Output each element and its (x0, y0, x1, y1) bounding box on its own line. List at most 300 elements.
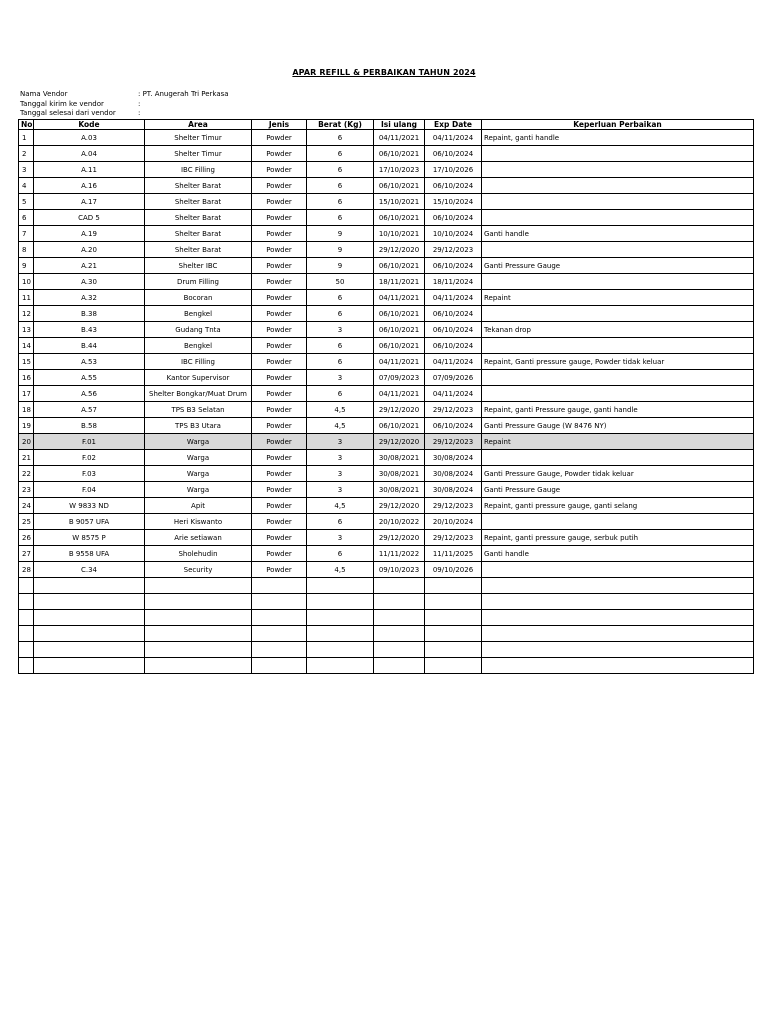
cell-jenis (252, 626, 307, 642)
cell-keperluan (482, 242, 754, 258)
cell-isi-ulang: 06/10/2021 (374, 258, 425, 274)
cell-area: Shelter Barat (145, 178, 252, 194)
sent-date-line (20, 100, 140, 109)
cell-no: 4 (19, 178, 34, 194)
cell-exp-date: 20/10/2024 (425, 514, 482, 530)
cell-exp-date: 10/10/2024 (425, 226, 482, 242)
sent-date-value: : (138, 100, 141, 108)
cell-no: 23 (19, 482, 34, 498)
cell-exp-date: 06/10/2024 (425, 210, 482, 226)
cell-area: Bengkel (145, 306, 252, 322)
cell-kode: A.03 (34, 130, 145, 146)
vendor-line (20, 90, 229, 99)
cell-no: 15 (19, 354, 34, 370)
cell-berat: 4,5 (307, 562, 374, 578)
cell-keperluan (482, 386, 754, 402)
cell-keperluan: Repaint, ganti pressure gauge, ganti selang (482, 498, 754, 514)
cell-exp-date: 04/11/2024 (425, 386, 482, 402)
cell-no (19, 594, 34, 610)
cell-jenis: Powder (252, 514, 307, 530)
cell-jenis: Powder (252, 146, 307, 162)
cell-no (19, 626, 34, 642)
cell-exp-date: 15/10/2024 (425, 194, 482, 210)
cell-no: 8 (19, 242, 34, 258)
cell-berat: 9 (307, 242, 374, 258)
cell-kode: A.30 (34, 274, 145, 290)
cell-area: Bengkel (145, 338, 252, 354)
cell-no: 26 (19, 530, 34, 546)
cell-isi-ulang: 06/10/2021 (374, 146, 425, 162)
cell-isi-ulang: 04/11/2021 (374, 386, 425, 402)
cell-no (19, 658, 34, 674)
cell-exp-date: 04/11/2024 (425, 130, 482, 146)
cell-isi-ulang: 07/09/2023 (374, 370, 425, 386)
cell-no: 27 (19, 546, 34, 562)
done-date-label: Tanggal selesai dari vendor (20, 109, 116, 117)
cell-exp-date: 04/11/2024 (425, 290, 482, 306)
cell-berat: 6 (307, 290, 374, 306)
cell-berat: 6 (307, 194, 374, 210)
cell-keperluan: Ganti Pressure Gauge (482, 482, 754, 498)
cell-area: Shelter Barat (145, 226, 252, 242)
cell-exp-date: 06/10/2024 (425, 306, 482, 322)
cell-isi-ulang: 11/11/2022 (374, 546, 425, 562)
header-kode: Kode (34, 120, 145, 130)
cell-isi-ulang: 06/10/2021 (374, 418, 425, 434)
cell-keperluan (482, 626, 754, 642)
cell-isi-ulang: 29/12/2020 (374, 530, 425, 546)
header-isi-ulang: Isi ulang (374, 120, 425, 130)
cell-isi-ulang: 06/10/2021 (374, 322, 425, 338)
cell-isi-ulang: 18/11/2021 (374, 274, 425, 290)
table-row (19, 610, 754, 626)
cell-kode: B.38 (34, 306, 145, 322)
cell-kode: A.20 (34, 242, 145, 258)
cell-keperluan (482, 194, 754, 210)
table-row (19, 386, 754, 402)
cell-keperluan: Ganti handle (482, 226, 754, 242)
sent-date-label: Tanggal kirim ke vendor (20, 100, 104, 108)
cell-exp-date: 29/12/2023 (425, 434, 482, 450)
cell-berat: 3 (307, 370, 374, 386)
cell-exp-date: 06/10/2024 (425, 178, 482, 194)
cell-area (145, 594, 252, 610)
cell-berat: 3 (307, 322, 374, 338)
cell-area (145, 578, 252, 594)
cell-jenis (252, 642, 307, 658)
cell-isi-ulang: 29/12/2020 (374, 434, 425, 450)
cell-no: 7 (19, 226, 34, 242)
cell-isi-ulang: 20/10/2022 (374, 514, 425, 530)
cell-no: 11 (19, 290, 34, 306)
cell-jenis: Powder (252, 130, 307, 146)
cell-exp-date: 06/10/2024 (425, 146, 482, 162)
cell-berat: 6 (307, 546, 374, 562)
cell-area: Gudang Tnta (145, 322, 252, 338)
cell-isi-ulang (374, 594, 425, 610)
cell-kode: A.04 (34, 146, 145, 162)
cell-exp-date: 29/12/2023 (425, 402, 482, 418)
cell-area (145, 658, 252, 674)
header-jenis: Jenis (252, 120, 307, 130)
cell-berat: 9 (307, 258, 374, 274)
table-row (19, 546, 754, 562)
cell-no: 18 (19, 402, 34, 418)
cell-berat: 3 (307, 530, 374, 546)
cell-jenis: Powder (252, 274, 307, 290)
cell-exp-date: 04/11/2024 (425, 354, 482, 370)
cell-area (145, 642, 252, 658)
cell-keperluan (482, 178, 754, 194)
cell-isi-ulang: 30/08/2021 (374, 450, 425, 466)
cell-area: Drum Filling (145, 274, 252, 290)
cell-berat (307, 626, 374, 642)
cell-no: 1 (19, 130, 34, 146)
cell-jenis: Powder (252, 434, 307, 450)
cell-jenis: Powder (252, 466, 307, 482)
cell-kode (34, 610, 145, 626)
cell-no (19, 610, 34, 626)
cell-jenis: Powder (252, 354, 307, 370)
cell-kode: A.55 (34, 370, 145, 386)
cell-area: Warga (145, 434, 252, 450)
cell-kode: A.57 (34, 402, 145, 418)
cell-jenis: Powder (252, 402, 307, 418)
cell-berat: 6 (307, 130, 374, 146)
cell-jenis: Powder (252, 386, 307, 402)
cell-keperluan: Repaint (482, 290, 754, 306)
cell-jenis: Powder (252, 482, 307, 498)
cell-area: TPS B3 Utara (145, 418, 252, 434)
cell-keperluan (482, 338, 754, 354)
table-row (19, 210, 754, 226)
cell-jenis: Powder (252, 226, 307, 242)
cell-isi-ulang (374, 642, 425, 658)
cell-jenis: Powder (252, 530, 307, 546)
cell-area: Warga (145, 450, 252, 466)
cell-isi-ulang: 06/10/2021 (374, 306, 425, 322)
cell-area: Apit (145, 498, 252, 514)
cell-area: Heri Kiswanto (145, 514, 252, 530)
document-title: APAR REFILL & PERBAIKAN TAHUN 2024 (292, 68, 476, 77)
cell-area: Shelter Barat (145, 210, 252, 226)
cell-isi-ulang: 30/08/2021 (374, 482, 425, 498)
cell-area: Shelter Barat (145, 194, 252, 210)
cell-keperluan (482, 642, 754, 658)
header-exp-date: Exp Date (425, 120, 482, 130)
cell-keperluan: Repaint, ganti handle (482, 130, 754, 146)
cell-exp-date: 06/10/2024 (425, 338, 482, 354)
cell-exp-date: 30/08/2024 (425, 482, 482, 498)
cell-keperluan (482, 594, 754, 610)
table-row (19, 354, 754, 370)
cell-keperluan: Repaint (482, 434, 754, 450)
cell-area: Kantor Supervisor (145, 370, 252, 386)
cell-isi-ulang: 06/10/2021 (374, 338, 425, 354)
cell-no: 12 (19, 306, 34, 322)
table-row (19, 370, 754, 386)
cell-kode (34, 626, 145, 642)
table-row (19, 258, 754, 274)
cell-kode: B 9057 UFA (34, 514, 145, 530)
cell-no: 20 (19, 434, 34, 450)
table-row (19, 290, 754, 306)
cell-berat: 3 (307, 434, 374, 450)
cell-exp-date (425, 658, 482, 674)
cell-isi-ulang: 04/11/2021 (374, 130, 425, 146)
cell-isi-ulang: 04/11/2021 (374, 354, 425, 370)
cell-jenis: Powder (252, 338, 307, 354)
cell-berat: 4,5 (307, 498, 374, 514)
header-keperluan: Keperluan Perbaikan (482, 120, 754, 130)
cell-area: Shelter IBC (145, 258, 252, 274)
cell-keperluan: Ganti Pressure Gauge (482, 258, 754, 274)
cell-area (145, 610, 252, 626)
cell-jenis: Powder (252, 562, 307, 578)
cell-kode: B.58 (34, 418, 145, 434)
cell-jenis (252, 610, 307, 626)
header-berat: Berat (Kg) (307, 120, 374, 130)
cell-no: 28 (19, 562, 34, 578)
cell-isi-ulang (374, 626, 425, 642)
cell-exp-date: 30/08/2024 (425, 466, 482, 482)
cell-jenis: Powder (252, 178, 307, 194)
cell-jenis: Powder (252, 546, 307, 562)
table-row (19, 130, 754, 146)
cell-exp-date: 17/10/2026 (425, 162, 482, 178)
cell-isi-ulang: 10/10/2021 (374, 226, 425, 242)
table-row (19, 530, 754, 546)
cell-kode: B.43 (34, 322, 145, 338)
cell-berat: 6 (307, 386, 374, 402)
table-row (19, 498, 754, 514)
cell-exp-date: 29/12/2023 (425, 530, 482, 546)
cell-exp-date: 07/09/2026 (425, 370, 482, 386)
table-row (19, 562, 754, 578)
cell-kode: F.02 (34, 450, 145, 466)
vendor-value: : PT. Anugerah Tri Perkasa (138, 90, 229, 98)
cell-area: Shelter Timur (145, 130, 252, 146)
cell-no: 19 (19, 418, 34, 434)
cell-area: TPS B3 Selatan (145, 402, 252, 418)
cell-exp-date (425, 594, 482, 610)
cell-area: Shelter Bongkar/Muat Drum (145, 386, 252, 402)
table-body (19, 130, 754, 674)
cell-jenis: Powder (252, 258, 307, 274)
cell-area: Bocoran (145, 290, 252, 306)
cell-kode: A.11 (34, 162, 145, 178)
cell-jenis: Powder (252, 162, 307, 178)
cell-kode: F.03 (34, 466, 145, 482)
cell-keperluan (482, 578, 754, 594)
cell-keperluan: Repaint, ganti Pressure gauge, ganti handle (482, 402, 754, 418)
cell-berat: 6 (307, 162, 374, 178)
table-row (19, 322, 754, 338)
cell-jenis: Powder (252, 290, 307, 306)
cell-keperluan (482, 210, 754, 226)
table-row (19, 482, 754, 498)
cell-isi-ulang (374, 578, 425, 594)
cell-no: 3 (19, 162, 34, 178)
apar-table (18, 119, 754, 674)
cell-no: 5 (19, 194, 34, 210)
cell-berat: 6 (307, 210, 374, 226)
cell-area: Sholehudin (145, 546, 252, 562)
cell-keperluan: Ganti Pressure Gauge, Powder tidak keluar (482, 466, 754, 482)
table-row (19, 450, 754, 466)
cell-jenis: Powder (252, 306, 307, 322)
cell-jenis: Powder (252, 322, 307, 338)
cell-berat (307, 658, 374, 674)
cell-berat: 4,5 (307, 418, 374, 434)
cell-jenis: Powder (252, 210, 307, 226)
cell-exp-date (425, 626, 482, 642)
table-row (19, 194, 754, 210)
table-header-row (19, 120, 754, 130)
cell-exp-date: 29/12/2023 (425, 498, 482, 514)
cell-kode: C.34 (34, 562, 145, 578)
cell-exp-date: 18/11/2024 (425, 274, 482, 290)
cell-kode (34, 578, 145, 594)
table-row (19, 594, 754, 610)
cell-keperluan (482, 370, 754, 386)
cell-no (19, 578, 34, 594)
cell-keperluan (482, 450, 754, 466)
cell-isi-ulang: 30/08/2021 (374, 466, 425, 482)
table-row (19, 162, 754, 178)
table-row (19, 434, 754, 450)
cell-kode: B.44 (34, 338, 145, 354)
cell-berat: 6 (307, 354, 374, 370)
cell-kode (34, 658, 145, 674)
done-date-line (20, 109, 140, 118)
cell-berat: 6 (307, 178, 374, 194)
cell-no: 17 (19, 386, 34, 402)
cell-exp-date: 09/10/2026 (425, 562, 482, 578)
cell-area: Shelter Timur (145, 146, 252, 162)
cell-area (145, 626, 252, 642)
cell-no: 10 (19, 274, 34, 290)
cell-exp-date: 11/11/2025 (425, 546, 482, 562)
cell-berat: 6 (307, 146, 374, 162)
cell-berat: 3 (307, 466, 374, 482)
cell-berat: 6 (307, 306, 374, 322)
cell-keperluan: Tekanan drop (482, 322, 754, 338)
cell-no: 9 (19, 258, 34, 274)
cell-jenis: Powder (252, 418, 307, 434)
cell-exp-date: 29/12/2023 (425, 242, 482, 258)
cell-jenis: Powder (252, 370, 307, 386)
cell-kode: F.01 (34, 434, 145, 450)
cell-no: 24 (19, 498, 34, 514)
done-date-value: : (138, 109, 141, 117)
cell-isi-ulang: 17/10/2023 (374, 162, 425, 178)
cell-exp-date: 30/08/2024 (425, 450, 482, 466)
cell-isi-ulang: 06/10/2021 (374, 178, 425, 194)
table-row (19, 658, 754, 674)
cell-berat: 9 (307, 226, 374, 242)
cell-exp-date (425, 642, 482, 658)
table-row (19, 178, 754, 194)
cell-kode (34, 594, 145, 610)
cell-keperluan (482, 514, 754, 530)
cell-area: Shelter Barat (145, 242, 252, 258)
cell-kode: A.17 (34, 194, 145, 210)
cell-isi-ulang: 29/12/2020 (374, 402, 425, 418)
cell-kode: A.21 (34, 258, 145, 274)
cell-isi-ulang (374, 610, 425, 626)
cell-berat (307, 594, 374, 610)
cell-no: 25 (19, 514, 34, 530)
table-row (19, 578, 754, 594)
cell-no: 21 (19, 450, 34, 466)
cell-keperluan: Repaint, Ganti pressure gauge, Powder tidak keluar (482, 354, 754, 370)
table-row (19, 226, 754, 242)
cell-berat (307, 610, 374, 626)
cell-area: Arie setiawan (145, 530, 252, 546)
cell-keperluan (482, 306, 754, 322)
table-row (19, 146, 754, 162)
cell-isi-ulang: 06/10/2021 (374, 210, 425, 226)
cell-area: Warga (145, 466, 252, 482)
cell-no: 22 (19, 466, 34, 482)
cell-berat: 6 (307, 514, 374, 530)
cell-no: 16 (19, 370, 34, 386)
cell-isi-ulang (374, 658, 425, 674)
cell-exp-date (425, 578, 482, 594)
cell-keperluan (482, 274, 754, 290)
cell-area: Security (145, 562, 252, 578)
cell-keperluan (482, 610, 754, 626)
table-row (19, 626, 754, 642)
cell-kode: B 9558 UFA (34, 546, 145, 562)
table-row (19, 338, 754, 354)
cell-exp-date: 06/10/2024 (425, 418, 482, 434)
cell-berat (307, 578, 374, 594)
cell-kode: A.16 (34, 178, 145, 194)
cell-kode: W 9833 ND (34, 498, 145, 514)
cell-berat (307, 642, 374, 658)
cell-jenis (252, 658, 307, 674)
cell-area: Warga (145, 482, 252, 498)
table-row (19, 418, 754, 434)
vendor-label: Nama Vendor (20, 90, 68, 98)
cell-isi-ulang: 29/12/2020 (374, 498, 425, 514)
cell-area: IBC Filling (145, 354, 252, 370)
header-area: Area (145, 120, 252, 130)
cell-kode: CAD 5 (34, 210, 145, 226)
cell-berat: 4,5 (307, 402, 374, 418)
table-row (19, 642, 754, 658)
cell-keperluan: Ganti handle (482, 546, 754, 562)
table-row (19, 514, 754, 530)
cell-jenis: Powder (252, 498, 307, 514)
cell-jenis (252, 594, 307, 610)
cell-isi-ulang: 09/10/2023 (374, 562, 425, 578)
cell-no: 2 (19, 146, 34, 162)
cell-no: 6 (19, 210, 34, 226)
cell-keperluan: Ganti Pressure Gauge (W 8476 NY) (482, 418, 754, 434)
cell-exp-date: 06/10/2024 (425, 258, 482, 274)
cell-kode: A.32 (34, 290, 145, 306)
cell-exp-date: 06/10/2024 (425, 322, 482, 338)
cell-jenis: Powder (252, 242, 307, 258)
table-row (19, 274, 754, 290)
cell-isi-ulang: 15/10/2021 (374, 194, 425, 210)
cell-kode: A.19 (34, 226, 145, 242)
cell-no (19, 642, 34, 658)
cell-kode: A.56 (34, 386, 145, 402)
